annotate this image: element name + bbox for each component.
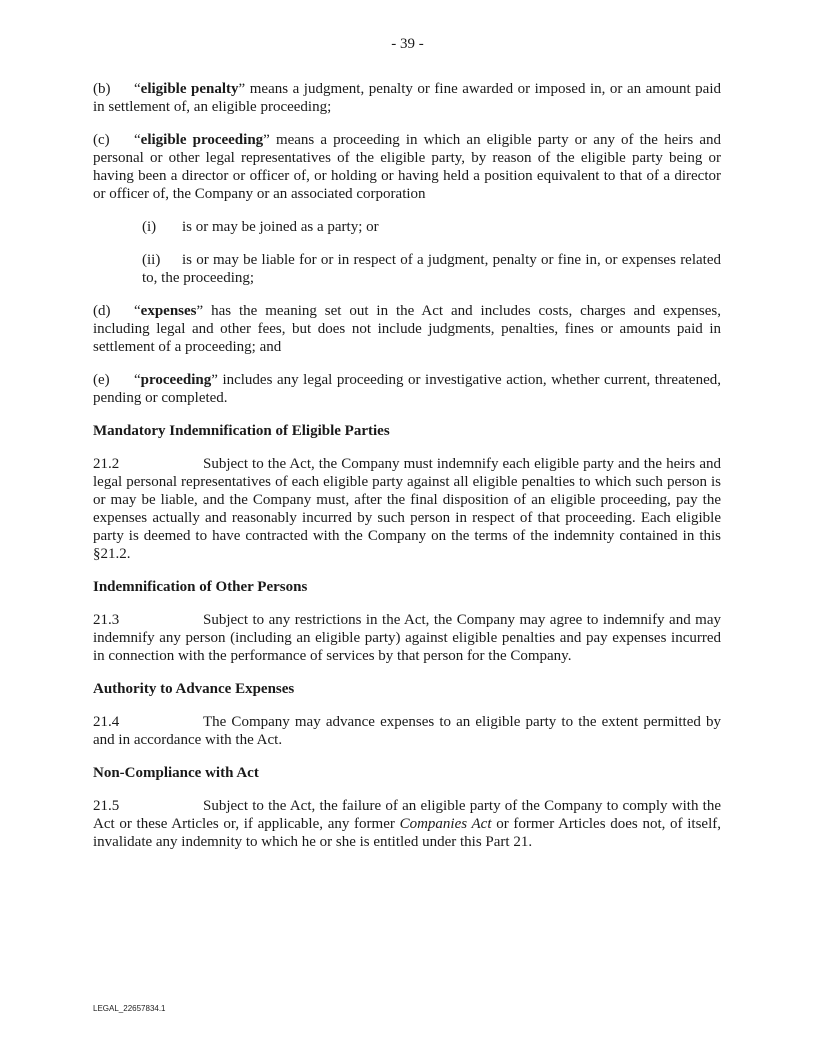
section-number: 21.3 — [93, 612, 120, 628]
section-heading: Indemnification of Other Persons — [93, 579, 308, 595]
defined-term: eligible penalty — [140, 81, 239, 97]
subitem-text: is or may be joined as a party; or — [182, 219, 379, 235]
definition-eligible-penalty: (b) “eligible penalty” means a judgment, penalty or fine awarded or imposed in, or an amount paid in settlement of, an eligible proceeding; — [93, 81, 721, 115]
definition-label: (e) — [93, 372, 110, 388]
section-text: or former Articles does not, of itself, invalidate any indemnity to which he or she is entitled under this Part 21. — [93, 816, 721, 850]
section-number: 21.5 — [93, 798, 120, 814]
section-number: 21.4 — [93, 714, 120, 730]
definition-eligible-proceeding: (c) “eligible proceeding” means a proceeding in which an eligible party or any of the heirs and personal or other legal representatives of the eligible party, by reason of the eligible party being or having been a director or officer of, or holding or having held a position equivalent to that of a director or officer of, the Company or an associated corporation — [93, 132, 721, 202]
defined-term: eligible proceeding — [140, 132, 264, 148]
subitem-i — [142, 218, 721, 236]
document-body — [93, 80, 721, 866]
definition-text: includes any legal proceeding or investigative action, whether current, threatened, pending or completed. — [93, 372, 721, 406]
section-21-4 — [93, 713, 721, 749]
definition-text: means a judgment, penalty or fine awarded or imposed in, or an amount paid in settlement of, an eligible proceeding; — [93, 81, 721, 115]
definition-expenses: (d) “expenses” has the meaning set out in the Act and includes costs, charges and expenses, including legal and other fees, but does not include judgments, penalties, fines or amounts paid in settlement of a proceeding; and — [93, 303, 721, 355]
section-21-5 — [93, 797, 721, 851]
section-number: 21.2 — [93, 456, 120, 472]
definition-label: (b) — [93, 81, 111, 97]
subitem-ii — [142, 251, 721, 287]
definition-proceeding: (e) “proceeding” includes any legal proceeding or investigative action, whether current, threatened, pending or completed. — [93, 372, 721, 406]
definition-text: means a proceeding in which an eligible party or any of the heirs and personal or other legal representatives of the eligible party, by reason of the eligible party being or having been a director or officer of, or holding or having held a position equivalent to that of a director or officer of, the Company or an associated corporation — [93, 132, 721, 202]
section-21-2 — [93, 455, 721, 563]
italic-act-name: Companies Act — [399, 816, 492, 832]
section-text: Subject to any restrictions in the Act, the Company may agree to indemnify and may indemnify any person (including an eligible party) against eligible penalties and pay expenses incurred in connection with the performance of services by that person for the Company. — [93, 612, 721, 664]
defined-term: proceeding — [140, 372, 212, 388]
section-text: Subject to the Act, the Company must indemnify each eligible party and the heirs and legal personal representatives of each eligible party against all eligible penalties to which such person is or may be liable, and the Company must, after the final disposition of an eligible proceeding, pay the expenses actually and reasonably incurred by such person in respect of that proceeding. Each eligible party is deemed to have contracted with the Company on the terms of the indemnity contained in this §21.2. — [93, 456, 721, 562]
definition-label: (d) — [93, 303, 111, 319]
section-heading: Authority to Advance Expenses — [93, 681, 295, 697]
page-number: - 39 - — [391, 36, 424, 52]
defined-term: expenses — [140, 303, 197, 319]
section-heading: Non-Compliance with Act — [93, 765, 259, 781]
definition-text: has the meaning set out in the Act and includes costs, charges and expenses, including legal and other fees, but does not include judgments, penalties, fines or amounts paid in settlement of a proceeding; and — [93, 303, 721, 355]
section-text: Subject to the Act, the failure of an eligible party of the Company to comply with the Act or these Articles or, if applicable, any former — [93, 798, 721, 832]
section-text: The Company may advance expenses to an eligible party to the extent permitted by and in accordance with the Act. — [93, 714, 721, 748]
section-heading: Mandatory Indemnification of Eligible Parties — [93, 423, 390, 439]
subitem-text: is or may be liable for or in respect of a judgment, penalty or fine in, or expenses related to, the proceeding; — [142, 252, 721, 286]
definition-label: (c) — [93, 132, 110, 148]
document-id-footer: LEGAL_22657834.1 — [93, 1004, 166, 1013]
subitem-label: (ii) — [142, 252, 161, 268]
section-21-3 — [93, 611, 721, 665]
subitem-label: (i) — [142, 219, 157, 235]
